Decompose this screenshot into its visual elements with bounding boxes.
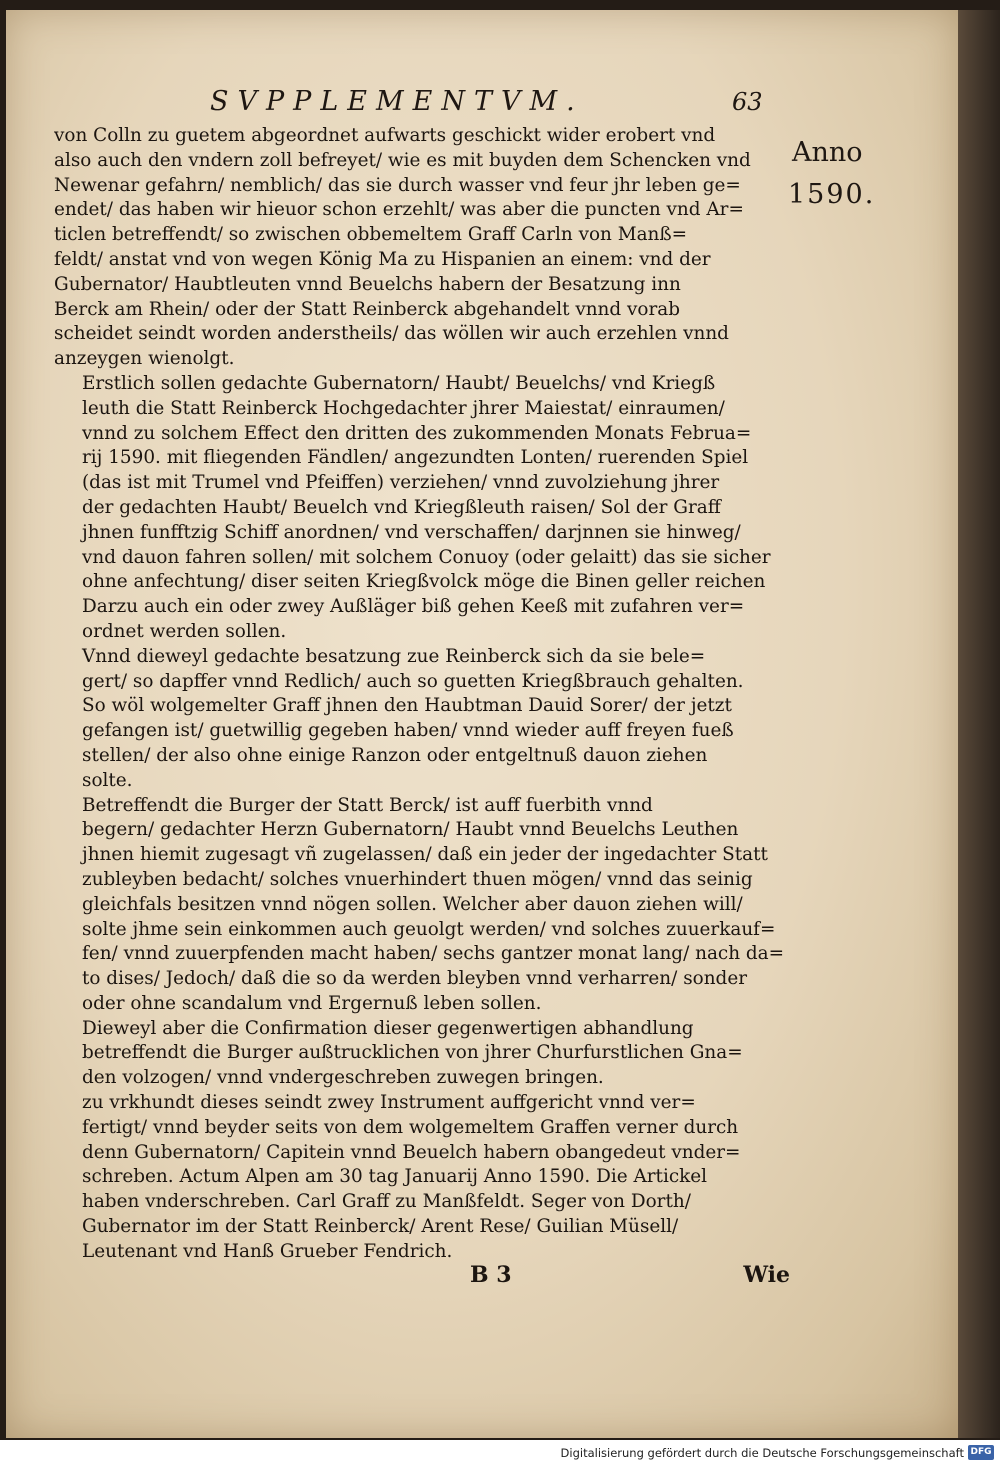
paragraph — [54, 645, 786, 794]
text-line: solte. — [82, 769, 133, 791]
body-text — [54, 124, 786, 1265]
text-line: Gubernator im der Statt Reinberck/ Arent Rese/ Guilian Müsell/ — [82, 1216, 679, 1238]
paragraph — [54, 1091, 786, 1265]
text-line: denn Gubernatorn/ Capitein vnnd Beuelch habern obangedeut vnder= — [82, 1141, 741, 1163]
margin-note-line: 1590. — [788, 179, 876, 210]
text-line: fen/ vnnd zuuerpfenden macht haben/ sechs gantzer monat lang/ nach da= — [82, 943, 785, 965]
credit-bar — [0, 1440, 1000, 1467]
text-line: den volzogen/ vnnd vndergeschreben zuwegen bringen. — [82, 1067, 604, 1089]
text-line: leuth die Statt Reinberck Hochgedachter jhrer Maiestat/ einraumen/ — [82, 397, 725, 419]
page-gutter — [958, 10, 1000, 1438]
text-line: vnnd zu solchem Effect den dritten des zukommenden Monats Februa= — [82, 422, 752, 444]
text-line: stellen/ der also ohne einige Ranzon oder entgeltnuß dauon ziehen — [82, 744, 708, 766]
text-line: also auch den vndern zoll befreyet/ wie es mit buyden dem Schencken vnd — [54, 149, 751, 171]
text-line: (das ist mit Trumel vnd Pfeiffen) verziehen/ vnnd zuvolziehung jhrer — [82, 472, 720, 494]
text-line: ohne anfechtung/ diser seiten Kriegßvolck möge die Binen geller reichen — [82, 571, 766, 593]
paragraph — [54, 124, 786, 372]
text-line: von Colln zu guetem abgeordnet aufwarts geschickt wider erobert vnd — [54, 125, 716, 146]
text-line: begern/ gedachter Herzn Gubernatorn/ Haubt vnnd Beuelchs Leuthen — [82, 819, 739, 841]
text-line: endet/ das haben wir hieuor schon erzehlt/ was aber die puncten vnd Ar= — [54, 199, 744, 221]
text-line: Dieweyl aber die Confirmation dieser gegenwertigen abhandlung — [82, 1017, 694, 1039]
margin-note-line: Anno — [792, 137, 863, 168]
signature-mark: B 3 — [470, 1262, 512, 1288]
text-line: haben vnderschreben. Carl Graff zu Manßfeldt. Seger von Dorth/ — [82, 1191, 691, 1213]
text-line: Newenar gefahrn/ nemblich/ das sie durch wasser vnd feur jhr leben ge= — [54, 174, 741, 196]
text-line: jhnen funfftzig Schiff anordnen/ vnd verschaffen/ darjnnen sie hinweg/ — [82, 521, 741, 543]
text-line: fertigt/ vnnd beyder seits von dem wolgemeltem Graffen verner durch — [82, 1116, 739, 1138]
text-line: schreben. Actum Alpen am 30 tag Januarij Anno 1590. Die Artickel — [82, 1166, 708, 1188]
catchword: Wie — [743, 1262, 790, 1288]
text-line: gleichfals besitzen vnnd nögen sollen. Welcher aber dauon ziehen will/ — [82, 893, 743, 915]
text-line: solte jhme sein einkommen auch geuolgt werden/ vnd solches zuuerkauf= — [82, 918, 776, 940]
text-line: feldt/ anstat vnd von wegen König Ma zu Hispanien an einem: vnd der — [54, 248, 711, 270]
text-line: Betreffendt die Burger der Statt Berck/ ist auff fuerbith vnnd — [82, 794, 653, 816]
text-line: rij 1590. mit fliegenden Fändlen/ angezundten Lonten/ ruerenden Spiel — [82, 447, 749, 469]
text-line: So wöl wolgemelter Graff jhnen den Haubtman Dauid Sorer/ der jetzt — [82, 695, 732, 717]
text-line: gert/ so dapffer vnnd Redlich/ auch so guetten Kriegßbrauch gehalten. — [82, 670, 744, 692]
text-line: jhnen hiemit zugesagt vñ zugelassen/ daß ein jeder der ingedachter Statt — [82, 844, 768, 866]
text-line: ordnet werden sollen. — [82, 620, 287, 642]
text-line: der gedachten Haubt/ Beuelch vnd Kriegßleuth raisen/ Sol der Graff — [82, 496, 721, 518]
text-line: Darzu auch ein oder zwey Außläger biß gehen Keeß mit zufahren ver= — [82, 596, 745, 618]
text-line: Leutenant vnd Hanß Grueber Fendrich. — [82, 1240, 453, 1262]
text-line: vnd dauon fahren sollen/ mit solchem Conuoy (oder gelaitt) das sie sicher — [82, 546, 771, 568]
text-line: anzeygen wienolgt. — [54, 348, 235, 370]
running-head: SVPPLEMENTVM. — [210, 86, 584, 117]
text-line: Berck am Rhein/ oder der Statt Reinberck abgehandelt vnnd vorab — [54, 298, 681, 320]
text-line: scheidet seindt worden anderstheils/ das wöllen wir auch erzehlen vnnd — [54, 323, 729, 345]
text-line: ticlen betreffendt/ so zwischen obbemeltem Graff Carln von Manß= — [54, 224, 688, 246]
paragraph — [54, 372, 786, 645]
page-number: 63 — [732, 88, 763, 116]
funding-credit: Digitalisierung gefördert durch die Deutsche Forschungsgemeinschaft — [560, 1446, 964, 1460]
text-line: zu vrkhundt dieses seindt zwey Instrument auffgericht vnnd ver= — [82, 1092, 696, 1114]
text-line: Erstlich sollen gedachte Gubernatorn/ Haubt/ Beuelchs/ vnd Kriegß — [82, 372, 716, 394]
text-line: oder ohne scandalum vnd Ergernuß leben sollen. — [82, 992, 542, 1014]
paragraph — [54, 1017, 786, 1091]
text-line: betreffendt die Burger außtrucklichen von jhrer Churfurstlichen Gna= — [82, 1042, 743, 1064]
text-line: Gubernator/ Haubtleuten vnnd Beuelchs habern der Besatzung inn — [54, 273, 681, 295]
text-line: zubleyben bedacht/ solches vnuerhindert thuen mögen/ vnnd das seinig — [82, 868, 753, 890]
dfg-logo-icon: DFG — [968, 1445, 994, 1460]
paragraph — [54, 794, 786, 1017]
page-footer — [470, 1262, 790, 1298]
text-line: gefangen ist/ guetwillig gegeben haben/ vnnd wieder auff freyen fueß — [82, 720, 734, 742]
margin-note-year — [788, 132, 892, 216]
text-line: to dises/ Jedoch/ daß die so da werden bleyben vnnd verharren/ sonder — [82, 968, 747, 990]
text-line: Vnnd dieweyl gedachte besatzung zue Reinberck sich da sie bele= — [82, 645, 706, 667]
